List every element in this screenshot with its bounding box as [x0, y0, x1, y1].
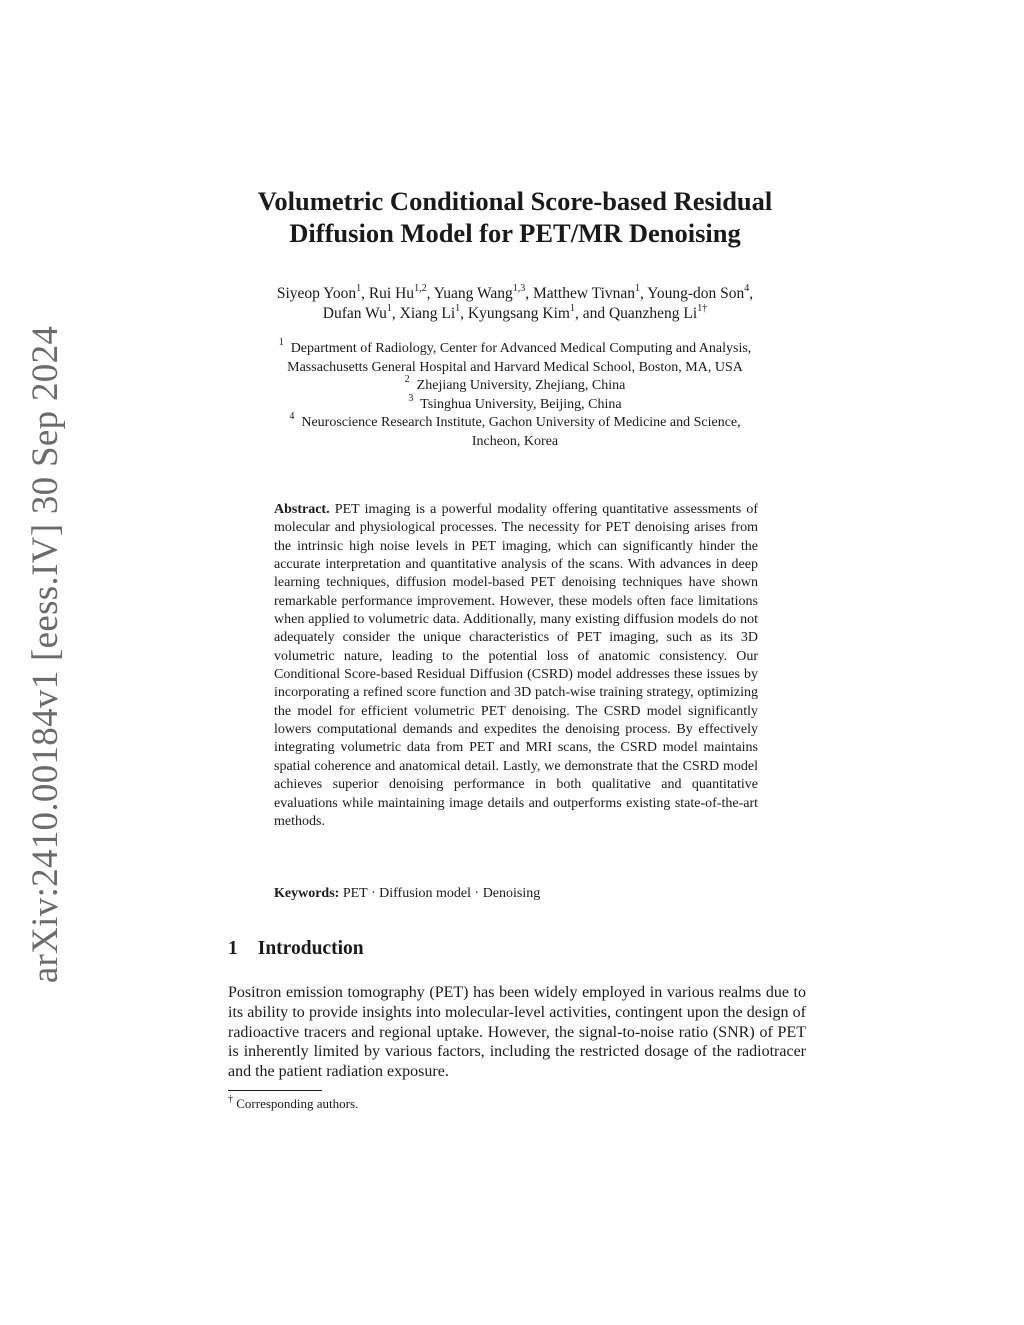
footnote [228, 1095, 358, 1113]
author-affil-mark: 1† [697, 302, 708, 314]
author-name: Yuang Wang [433, 285, 513, 302]
paper-title [180, 185, 850, 249]
author-affil-mark: 1 [635, 282, 641, 294]
affiliation-number: 2 [404, 374, 410, 386]
author-affil-mark: 1,3 [512, 282, 526, 294]
author-affil-mark: 1 [455, 302, 461, 314]
author-affil-mark: 1 [569, 302, 575, 314]
keywords [274, 885, 758, 903]
affiliation-3 [180, 392, 850, 415]
author-name: Siyeop Yoon [276, 285, 357, 302]
affiliation-number: 1 [278, 337, 284, 349]
author-name: Quanzheng Li [608, 305, 698, 322]
section-heading [228, 938, 364, 960]
affiliation-1-line-2: Massachusetts General Hospital and Harvard Medical School, Boston, MA, USA [287, 359, 743, 375]
affiliation-text: Department of Radiology, Center for Advanced Medical Computing and Analysis, [290, 341, 752, 356]
title-line-2: Diffusion Model for PET/MR Denoising [289, 218, 741, 248]
arxiv-identifier: arXiv:2410.00184v1 [eess.IV] 30 Sep 2024 [25, 325, 67, 983]
abstract-label: Abstract. [274, 502, 330, 517]
author-list [180, 284, 850, 324]
affiliation-number: 4 [289, 411, 295, 423]
author-affil-mark: 1 [386, 302, 392, 314]
author-name: Young-don Son [647, 285, 745, 302]
introduction-paragraph: Positron emission tomography (PET) has been widely employed in various realms due to its ability to provide insights into molecular-level activities, contingent upon the design of radioactive tracers and regional uptake. However, the signal-to-noise ratio (SNR) of PET is inherently limited by various factors, including the restricted dosage of the radiotracer and the patient radiation exposure. [228, 984, 806, 1081]
affiliation-2 [180, 374, 850, 396]
section-number: 1 [228, 938, 238, 959]
affiliation-4-line-2: Incheon, Korea [471, 433, 559, 449]
title-line-1: Volumetric Conditional Score-based Residual [257, 186, 773, 216]
author-name: Rui Hu [368, 285, 415, 302]
author-name: Matthew Tivnan [532, 285, 636, 302]
footnote-mark: † [228, 1093, 233, 1105]
affiliation-text: Zhejiang University, Zhejiang, China [416, 378, 626, 393]
author-affil-mark: 1,2 [414, 282, 427, 294]
footnote-text: Corresponding authors. [236, 1096, 359, 1111]
author-name: Xiang Li [399, 305, 456, 322]
author-line-1: Siyeop Yoon$^1$, Rui Hu$^{1,2}$, Yuang Wang$^{1,3}$, Matthew Tivnan$^1$, Young-don Son$^4$, [276, 282, 754, 302]
affiliation-1-line-1 [180, 337, 850, 359]
affiliation-text: Tsinghua University, Beijing, China [420, 396, 622, 412]
arxiv-side-stamp [20, 325, 72, 983]
footnote-divider [228, 1090, 322, 1091]
author-name: Kyungsang Kim [467, 305, 570, 322]
author-affil-mark: 1 [356, 282, 362, 294]
author-conjunction: and [582, 305, 606, 322]
affiliation-text: Neuroscience Research Institute, Gachon University of Medicine and Science, [301, 415, 741, 430]
affiliation-list [180, 337, 850, 451]
author-name: Dufan Wu [322, 305, 387, 322]
affiliation-4-line-1 [180, 411, 850, 433]
abstract [274, 501, 758, 831]
affiliation-number: 3 [408, 392, 414, 404]
author-affil-mark: 4 [744, 282, 750, 294]
abstract-text: PET imaging is a powerful modality offering quantitative assessments of molecular and physiological processes. The necessity for PET denoising arises from the intrinsic high noise levels in PET imaging, which can significantly hinder the accurate interpretation and quantitative analysis of the scans. With advances in deep learning techniques, diffusion model-based PET denoising techniques have shown remarkable performance improvement. However, these models often face limitations when applied to volumetric data. Additionally, many existing diffusion models do not adequately consider the unique characteristics of PET imaging, such as its 3D volumetric nature, leading to the potential loss of anatomic consistency. Our Conditional Score-based Residual Diffusion (CSRD) model addresses these issues by incorporating a refined score function and 3D patch-wise training strategy, optimizing the model for efficient volumetric PET denoising. The CSRD model significantly lowers computational demands and expedites the denoising process. By effectively integrating volumetric data from PET and MRI scans, the CSRD model maintains spatial coherence and anatomical detail. Lastly, we demonstrate that the CSRD model achieves superior denoising performance in both qualitative and quantitative evaluations while maintaining image details and outperforms existing state-of-the-art methods. [274, 502, 759, 829]
keywords-label: Keywords: [274, 886, 340, 901]
section-title: Introduction [257, 938, 364, 959]
keywords-text: PET · Diffusion model · Denoising [342, 886, 541, 901]
author-line-2: Dufan Wu$^1$, Xiang Li$^1$, Kyungsang Kim$^1$, and Quanzheng $Li^{1\dagger}$ [322, 302, 708, 322]
